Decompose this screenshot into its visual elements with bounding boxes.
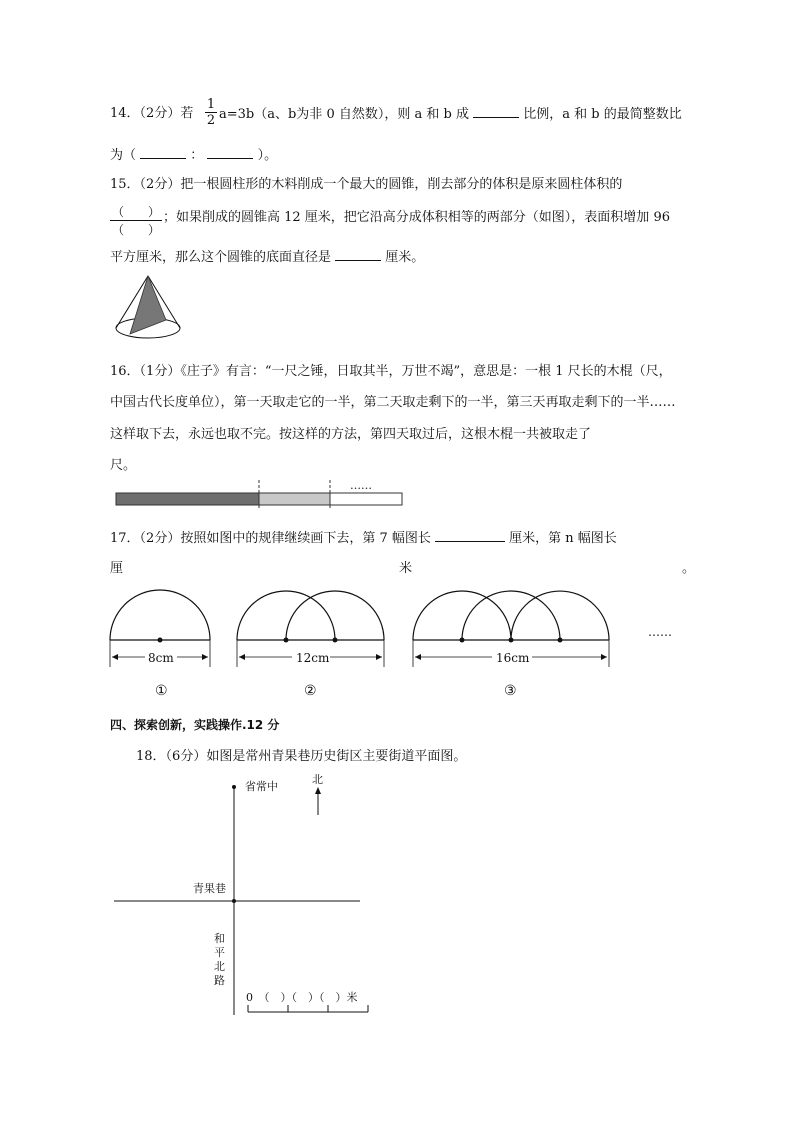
- q16-line3: 这样取下去，永远也取不完。按这样的方法，第四天取过后，这根木棍一共被取走了: [110, 427, 592, 442]
- q14-fraction-numerator: 1: [206, 97, 216, 112]
- figure-2-number: ②: [304, 683, 317, 699]
- q15-line1: 15．（2分）把一根圆柱形的木料削成一个最大的圆锥，削去部分的体积是原来圆柱体积的: [110, 177, 623, 192]
- section-4-title: 四、探索创新，实践操作.12 分: [110, 718, 280, 732]
- q16-line1: 16．（1分）《庄子》有言：“一尺之锤，日取其半，万世不竭”，意思是：一根 1 尺长的木棍（尺，: [110, 364, 672, 379]
- q17-line1: 17．（2分）按照如图中的规律继续画下去，第 7 幅图长 厘米，第 n 幅图长: [110, 531, 617, 546]
- q14-blank-1[interactable]: [473, 107, 519, 118]
- q17-semicircle-figures: [100, 585, 700, 705]
- q14-line2: 为（ ： ）。: [110, 148, 278, 163]
- q15-fraction-top: （ ）: [111, 205, 160, 219]
- street-map: [110, 775, 410, 1025]
- q14-fraction-denominator: 2: [206, 113, 216, 128]
- q15-line2: ；如果削成的圆锥高 12 厘米，把它沿高分成体积相等的两部分（如图），表面积增加 96: [163, 210, 670, 225]
- q14-blank-3[interactable]: [207, 148, 253, 159]
- q17-line2-c: 。: [682, 561, 696, 576]
- road-label: 和 平 北 路: [214, 932, 225, 987]
- q16-dots: ……: [350, 479, 372, 492]
- school-label: 省常中: [245, 780, 278, 793]
- q14-fraction: [205, 97, 217, 128]
- cone-figure: [113, 273, 183, 343]
- q18-text: 18．（6分）如图是常州青果巷历史街区主要街道平面图。: [136, 749, 467, 764]
- q14-equation: a=3b（a、b为非 0 自然数），则 a 和 b 成 比例，a 和 b 的最简整数比: [219, 107, 682, 122]
- q17-dots: ……: [648, 625, 672, 639]
- q14-line1: [110, 107, 193, 120]
- scale-label: 0 （ ）（ ）（ ）米: [246, 991, 358, 1004]
- q17-blank-1[interactable]: [435, 531, 505, 542]
- figure-3-length-label: 16cm: [496, 651, 530, 665]
- q14-blank-2[interactable]: [140, 148, 186, 159]
- q15-fraction: [110, 203, 162, 238]
- q17-line2-a: 厘: [110, 561, 124, 576]
- q15-line3: 平方厘米，那么这个圆锥的底面直径是 厘米。: [110, 250, 425, 265]
- q15-fraction-bottom: （ ）: [111, 223, 160, 237]
- lane-label: 青果巷: [193, 882, 226, 895]
- figure-3-number: ③: [504, 683, 517, 699]
- q16-line2: 中国古代长度单位），第一天取走它的一半，第二天取走剩下的一半，第三天再取走剩下的一半……: [110, 395, 676, 410]
- q14-number: 14．（2分）若: [110, 106, 194, 121]
- q15-blank[interactable]: [335, 250, 381, 261]
- north-label: 北: [312, 773, 323, 786]
- figure-2-length-label: 12cm: [296, 651, 330, 665]
- figure-1-length-label: 8cm: [148, 651, 174, 665]
- figure-1-number: ①: [155, 683, 168, 699]
- q17-line2-b: 米: [399, 561, 413, 576]
- q16-line4: 尺。: [110, 458, 137, 473]
